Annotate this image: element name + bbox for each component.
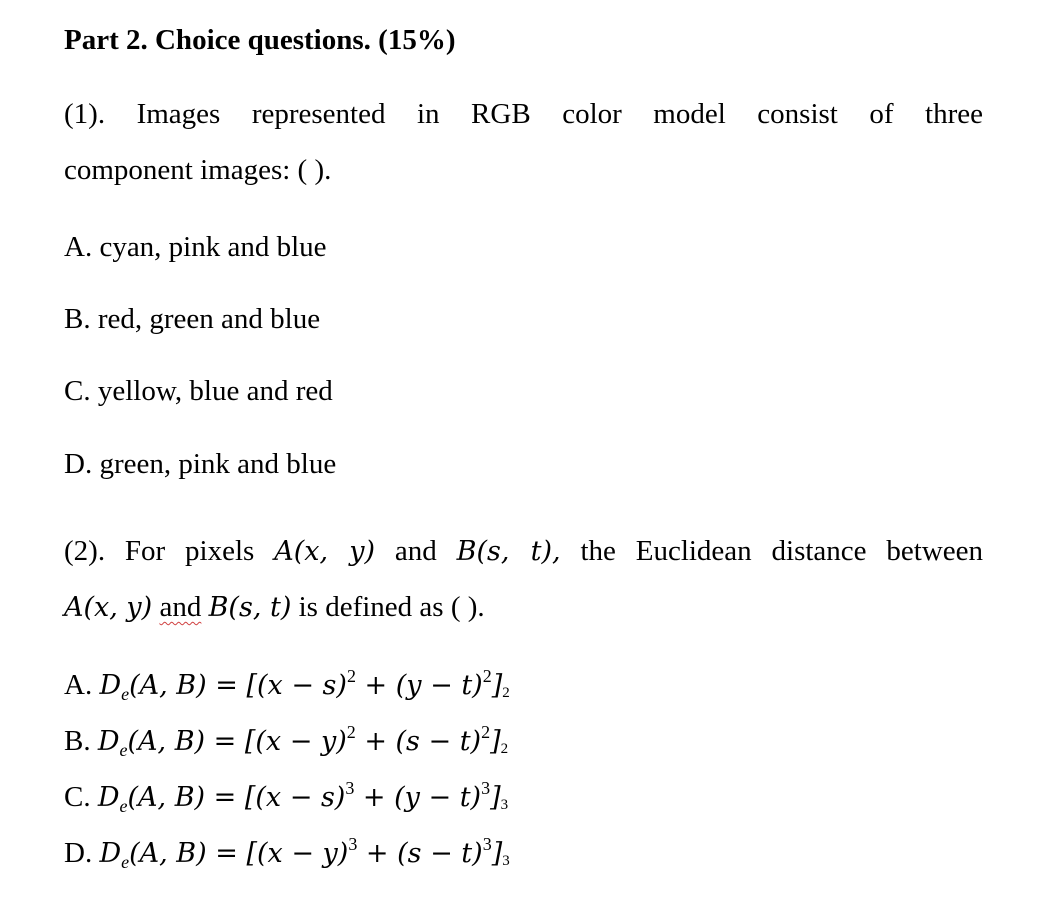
- q2-line2-pixel-a: A(x, y): [64, 592, 153, 623]
- formula-exp2: 2: [481, 722, 491, 742]
- formula-lhs: D: [97, 782, 120, 813]
- formula-lhs: D: [97, 726, 120, 757]
- formula-exp2: 3: [481, 778, 491, 798]
- q2-and-word: and: [394, 535, 437, 567]
- q2-option-a: [64, 666, 510, 705]
- option-label: A.: [64, 669, 93, 701]
- formula-subscript: e: [119, 796, 128, 816]
- formula-close: ]: [490, 726, 501, 757]
- formula-exp1: 2: [346, 666, 356, 686]
- section-heading: Part 2. Choice questions. (15%): [64, 24, 456, 56]
- q1-option-c: C. yellow, blue and red: [64, 375, 333, 407]
- formula-close: ]: [491, 670, 503, 701]
- formula-close: ]: [491, 838, 503, 869]
- formula-tail: 2: [500, 741, 509, 757]
- formula-subscript: e: [121, 852, 130, 872]
- option-label: D.: [64, 837, 93, 869]
- formula-subscript: e: [119, 740, 128, 760]
- formula-exp2: 2: [482, 666, 492, 686]
- formula-mid: + (s − t): [355, 726, 482, 757]
- q1-option-b: B. red, green and blue: [64, 303, 321, 335]
- formula-lhs: D: [99, 838, 122, 869]
- formula-exp1: 2: [346, 722, 356, 742]
- option-label: B.: [64, 725, 91, 757]
- formula-exp1: 3: [348, 834, 358, 854]
- formula-tail: 3: [500, 797, 509, 813]
- q2-option-d: [64, 834, 510, 873]
- q1-stem-line2: component images: ( ).: [64, 154, 332, 186]
- q2-line2-pixel-b: B(s, t): [208, 592, 292, 623]
- q2-line2-suffix: is defined as ( ).: [298, 591, 485, 623]
- formula-lhs: D: [99, 670, 122, 701]
- formula-tail: 2: [502, 685, 510, 701]
- q2-option-b: [64, 722, 508, 761]
- formula-subscript: e: [121, 684, 130, 704]
- formula-mid: + (y − t): [354, 782, 482, 813]
- formula-args: (A, B) = [(x − s): [129, 670, 347, 701]
- formula-close: ]: [490, 782, 501, 813]
- q2-stem-line2: [64, 591, 485, 624]
- q2-option-c: [64, 778, 508, 817]
- q1-stem-line1: (1). Images represented in RGB color model consist of three: [64, 98, 983, 130]
- formula-mid: + (s − t): [357, 838, 483, 869]
- q2-line2-and-word: and: [159, 591, 202, 623]
- formula-args: (A, B) = [(x − s): [127, 782, 346, 813]
- formula-args: (A, B) = [(x − y): [127, 726, 347, 757]
- q2-pixel-b: B(s, t),: [456, 536, 561, 567]
- q2-stem-prefix: (2). For pixels: [64, 535, 255, 567]
- option-label: C.: [64, 781, 91, 813]
- q2-pixel-a: A(x, y): [274, 536, 376, 567]
- q2-stem-suffix: the Euclidean distance between: [580, 535, 984, 567]
- q2-stem-line1: [64, 535, 983, 568]
- formula-mid: + (y − t): [355, 670, 483, 701]
- q1-option-d: D. green, pink and blue: [64, 448, 337, 480]
- formula-exp2: 3: [482, 834, 492, 854]
- formula-tail: 3: [502, 853, 510, 869]
- formula-exp1: 3: [345, 778, 355, 798]
- q1-option-a: A. cyan, pink and blue: [64, 231, 327, 263]
- formula-args: (A, B) = [(x − y): [129, 838, 349, 869]
